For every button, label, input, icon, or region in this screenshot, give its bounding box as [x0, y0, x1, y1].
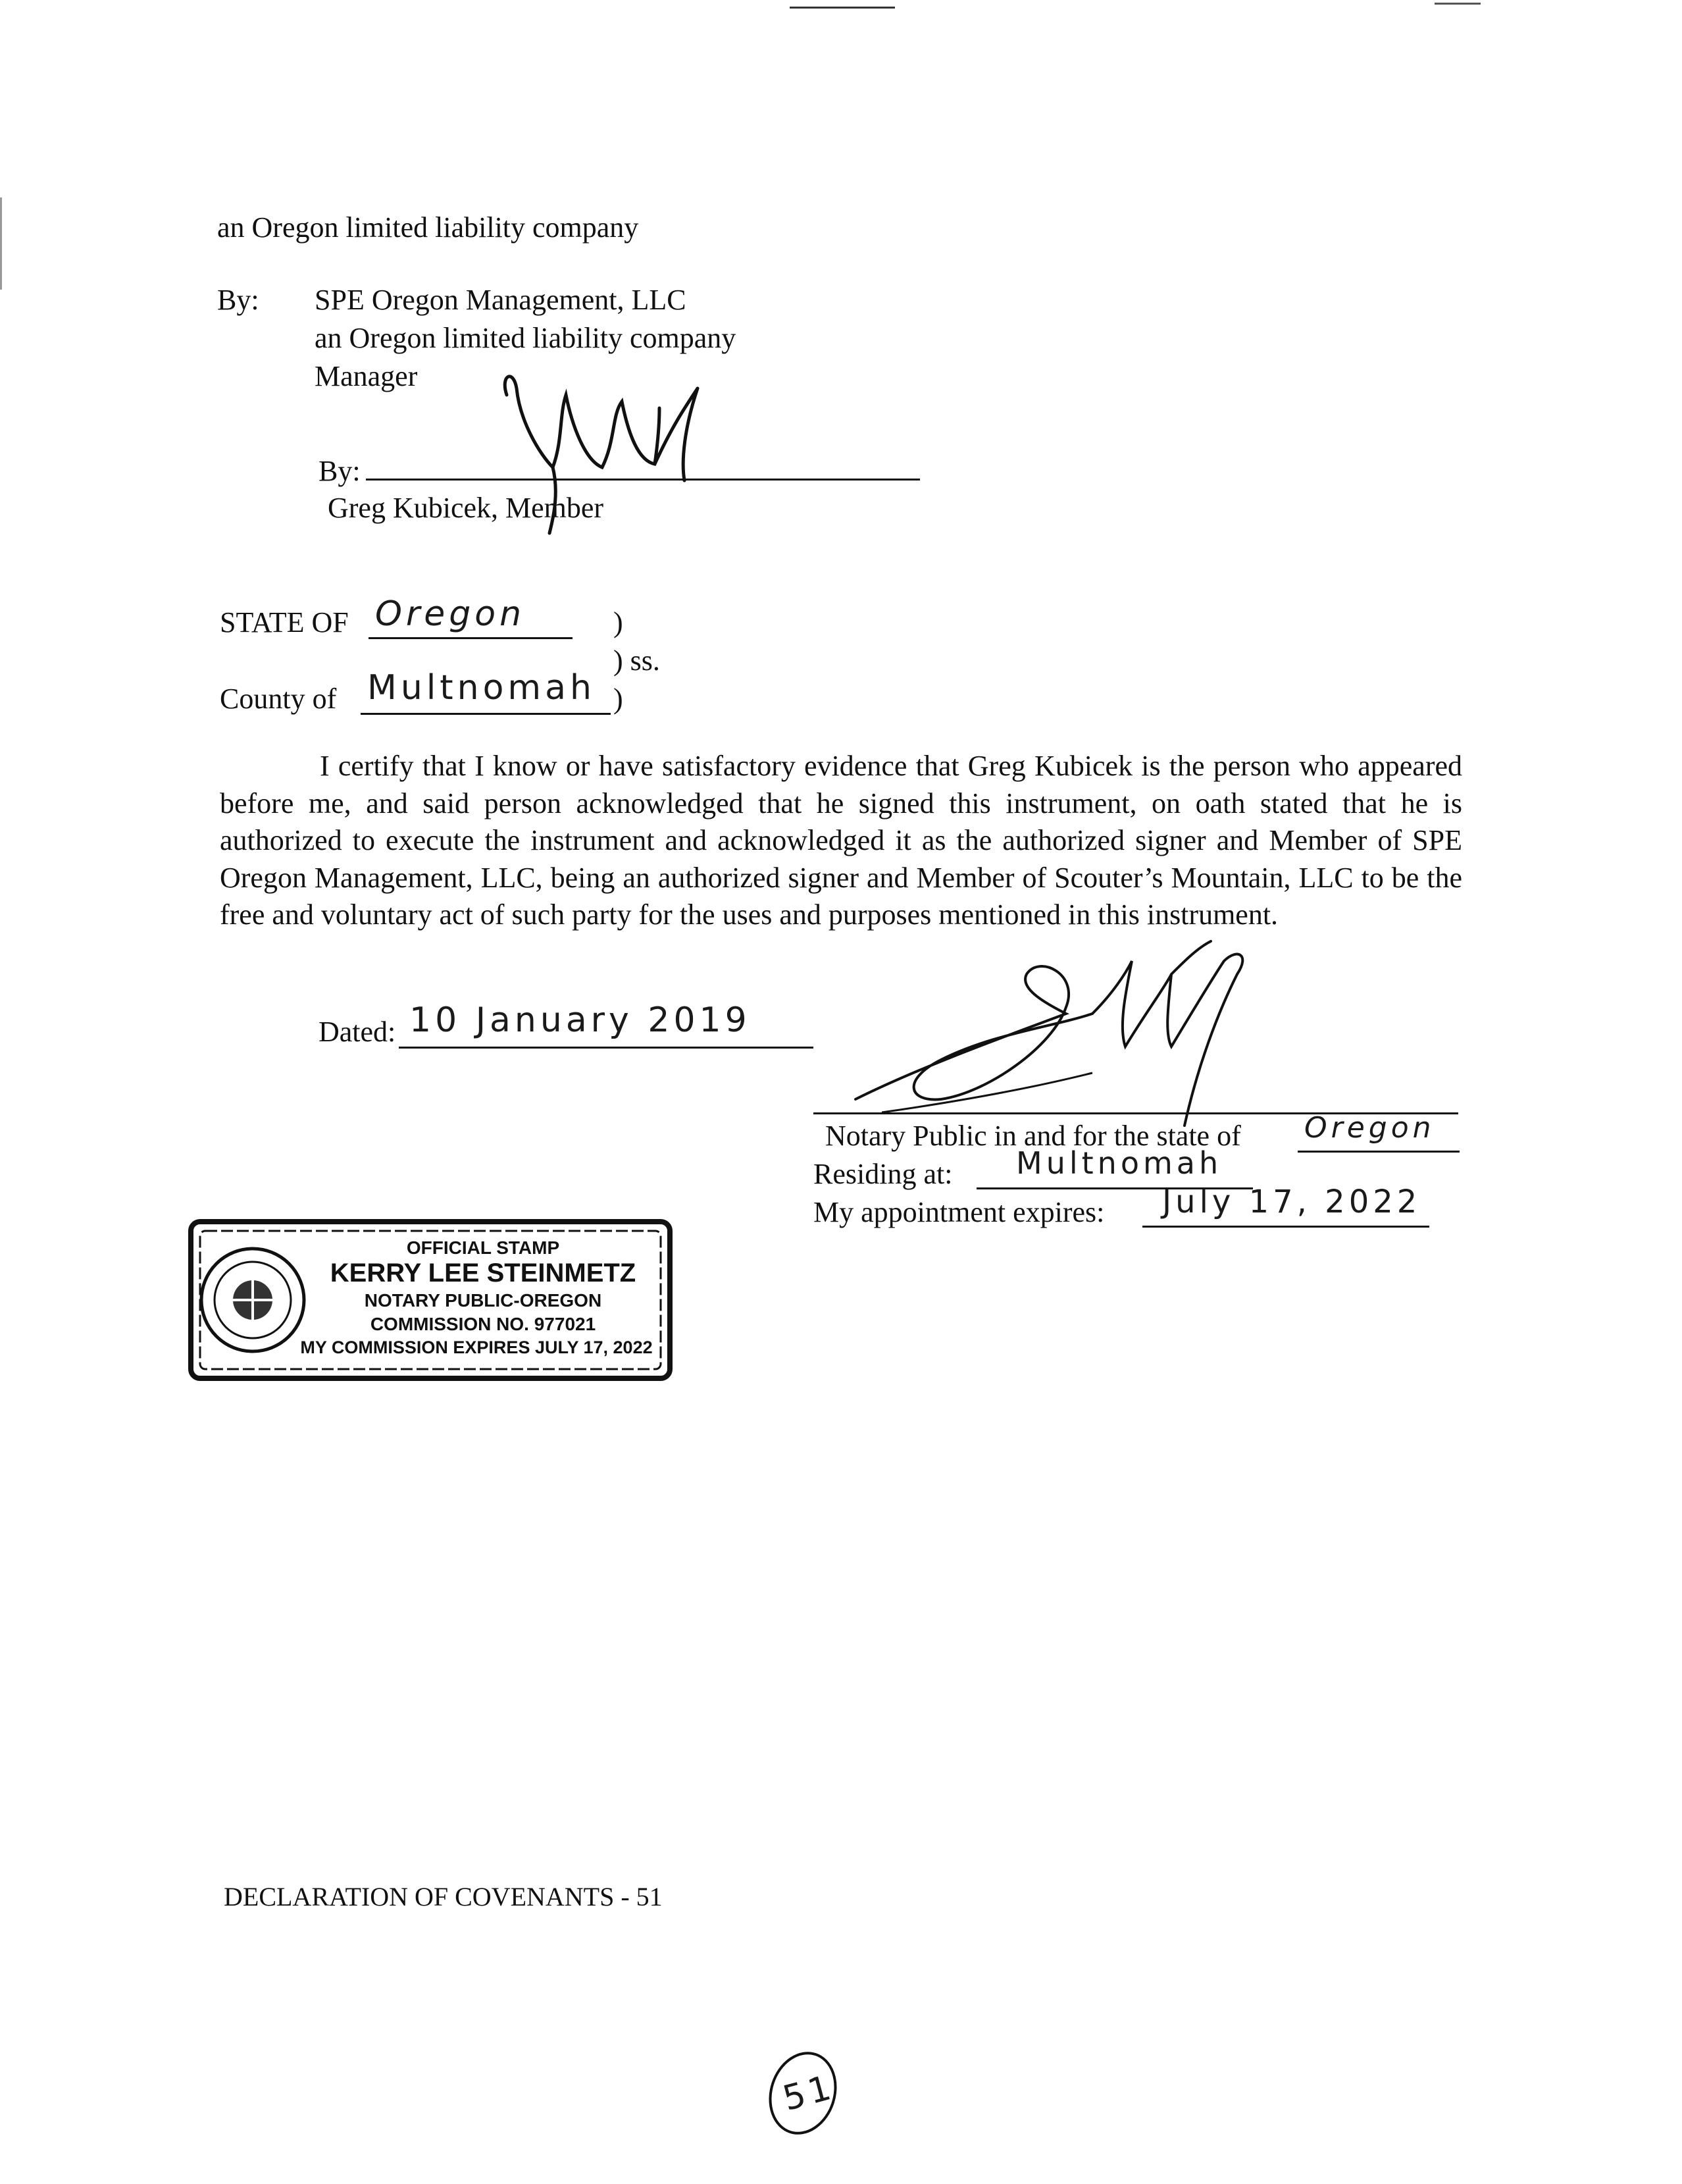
inner-by-label: By:: [319, 455, 361, 487]
dated-label: Dated:: [319, 1016, 396, 1048]
paren: ): [613, 683, 623, 715]
notary-state-field: [1298, 1111, 1460, 1153]
manager-description: an Oregon limited liability company: [315, 322, 736, 354]
residing-value: Multnomah: [1016, 1145, 1223, 1181]
county-value: Multnomah: [367, 668, 596, 708]
signer-name: Greg Kubicek, Member: [328, 492, 604, 524]
official-stamp: [187, 1218, 674, 1382]
state-value: Oregon: [375, 594, 526, 634]
signature-mark: [487, 369, 724, 546]
footer-title: DECLARATION OF COVENANTS - 51: [224, 1882, 663, 1911]
certification-paragraph: I certify that I know or have satisfactory evidence that Greg Kubicek is the person who appeared before me, and said person acknowledged that he signed this instrument, on oath stated that he is authorized to execute the instrument and acknowledged it as the authorized signer and Member of SPE Oregon Management, LLC, being an authorized signer and Member of Scouter’s Mountain, LLC to be the free and voluntary act of such party for the uses and purposes mentioned in this instrument.: [220, 750, 1462, 931]
expires-value: July 17, 2022: [1162, 1183, 1421, 1220]
dated-value: 10 January 2019: [409, 1001, 751, 1040]
scan-artifact-line: [1435, 3, 1481, 5]
state-field: [369, 594, 573, 639]
state-label: STATE OF: [220, 606, 349, 638]
notary-state-value: Oregon: [1304, 1111, 1435, 1145]
notary-public-label: Notary Public in and for the state of: [825, 1120, 1241, 1152]
company-description: an Oregon limited liability company: [217, 211, 639, 244]
ss-mark: ) ss.: [613, 644, 660, 677]
manager-name: SPE Oregon Management, LLC: [315, 284, 686, 316]
stamp-line-3: NOTARY PUBLIC-OREGON: [364, 1290, 602, 1311]
residing-field: [977, 1145, 1253, 1189]
scan-edge-mark: [0, 197, 2, 290]
dated-field: [399, 1001, 813, 1049]
stamp-line-1: OFFICIAL STAMP: [406, 1237, 560, 1258]
paren: ): [613, 606, 623, 638]
by-label: By:: [217, 284, 259, 316]
expires-field: [1142, 1183, 1429, 1228]
county-field: [361, 668, 611, 715]
stamp-line-4: COMMISSION NO. 977021: [370, 1314, 596, 1334]
page-number-handwritten: 51: [778, 2067, 839, 2119]
expires-label: My appointment expires:: [813, 1196, 1105, 1228]
county-label: County of: [220, 683, 337, 715]
manager-role: Manager: [315, 360, 418, 392]
stamp-line-5: MY COMMISSION EXPIRES JULY 17, 2022: [300, 1338, 653, 1357]
residing-label: Residing at:: [813, 1158, 953, 1190]
stamp-line-2: KERRY LEE STEINMETZ: [330, 1259, 636, 1287]
scan-artifact-line: [790, 7, 895, 9]
